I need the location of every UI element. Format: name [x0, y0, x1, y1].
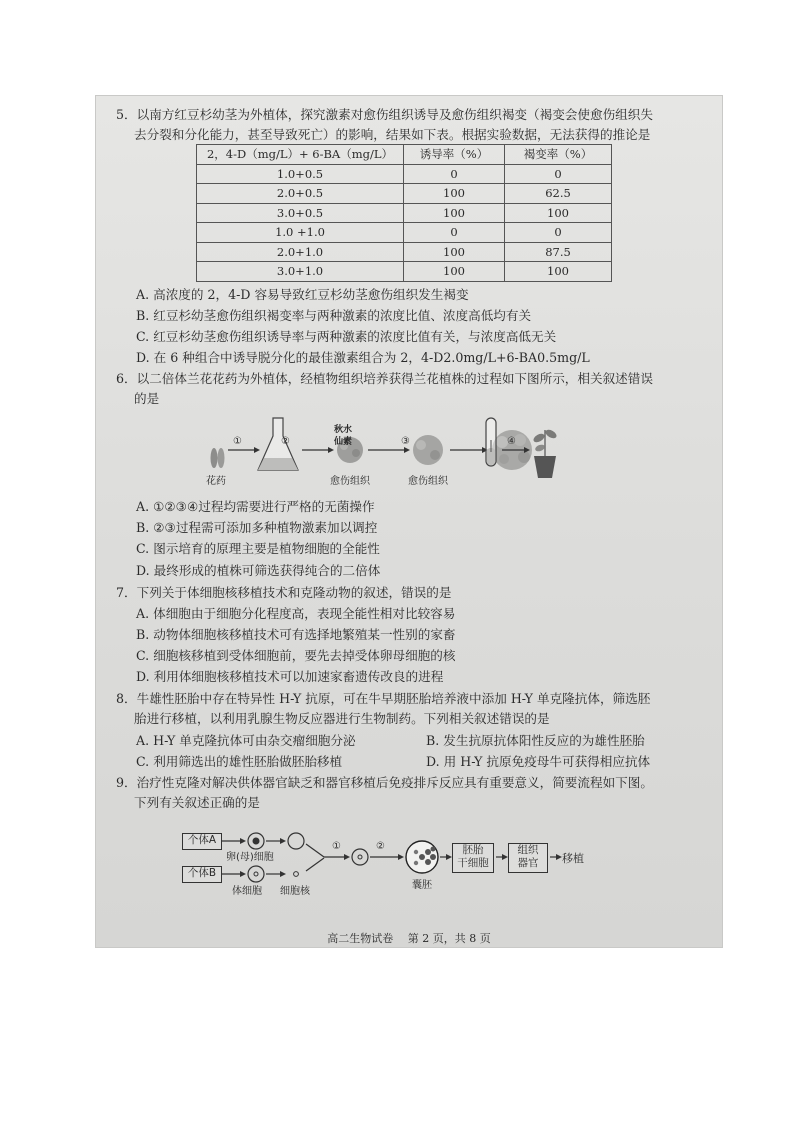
somatic-cell-label: 体细胞	[232, 886, 262, 897]
q9-stem-line2: 下列有关叙述正确的是	[134, 795, 260, 810]
q6-stem-line2: 的是	[134, 391, 160, 406]
table-cell: 2.0+0.5	[197, 184, 404, 204]
transplant-label: 移植	[562, 852, 584, 865]
page-footer: 高二生物试卷 第 2 页，共 8 页	[327, 932, 491, 945]
q8-stem-line2: 胎进行移植，以利用乳腺生物反应器进行生物制药。下列相关叙述错误的是	[134, 711, 550, 726]
potted-plant-icon	[532, 428, 558, 478]
table-cell: 1.0+0.5	[197, 164, 404, 184]
table-cell: 100	[505, 203, 612, 223]
step1-label: ①	[233, 436, 242, 447]
table-header-row	[197, 145, 612, 165]
table-cell: 87.5	[505, 242, 612, 262]
table-row	[197, 203, 612, 223]
table-row	[197, 223, 612, 243]
es-cell-label-line2: 干细胞	[457, 857, 489, 869]
table-row	[197, 184, 612, 204]
table-cell: 0	[505, 223, 612, 243]
anther-label: 花药	[206, 476, 226, 487]
table-cell: 3.0+0.5	[197, 203, 404, 223]
arrow-icon	[502, 447, 530, 453]
table-cell: 100	[505, 262, 612, 282]
callus-label: 愈伤组织	[408, 476, 448, 487]
anther-icon	[211, 448, 225, 468]
q6-option-c: C. 图示培育的原理主要是植物细胞的全能性	[136, 541, 380, 556]
tissue-organ-box	[508, 843, 548, 873]
culture-flask-icon	[258, 418, 298, 470]
q8-option-a: A. H-Y 单克隆抗体可由杂交瘤细胞分泌	[136, 733, 356, 748]
organ-label-line2: 器官	[517, 857, 539, 869]
organ-label-line1: 组织	[517, 844, 539, 856]
table-row	[197, 164, 612, 184]
test-tube-icon	[486, 418, 496, 466]
table-cell: 100	[404, 242, 505, 262]
callus-icon	[413, 435, 443, 465]
table-cell: 2.0+1.0	[197, 242, 404, 262]
q5-option-c: C. 红豆杉幼茎愈伤组织诱导率与两种激素的浓度比值有关，与浓度高低无关	[136, 329, 557, 344]
q6-option-d: D. 最终形成的植株可筛选获得纯合的二倍体	[136, 563, 381, 578]
egg-cell-label: 卵(母)细胞	[226, 852, 274, 863]
step2-label: ②	[281, 436, 290, 447]
table-cell: 1.0 +1.0	[197, 223, 404, 243]
colchicine-label-line2: 仙素	[334, 437, 353, 447]
table-cell: 100	[404, 203, 505, 223]
table-header: 诱导率（%）	[404, 145, 505, 165]
step4-label: ④	[507, 436, 516, 447]
individual-a-box: 个体A	[182, 833, 222, 850]
q6-diagram-right	[476, 412, 566, 484]
arrow-icon	[302, 447, 334, 453]
q7-option-a: A. 体细胞由于细胞分化程度高，表现全能性相对比较容易	[136, 606, 456, 621]
table-header: 2，4-D（mg/L）+ 6-BA（mg/L）	[197, 145, 404, 165]
q7-stem: 7．下列关于体细胞核移植技术和克隆动物的叙述，错误的是	[116, 585, 452, 600]
q6-option-b: B. ②③过程需可添加多种植物激素加以调控	[136, 520, 378, 535]
q5-stem-line2: 去分裂和分化能力，甚至导致死亡）的影响，结果如下表。根据实验数据，无法获得的推论是	[134, 127, 651, 142]
arrow-icon	[228, 447, 260, 453]
table-cell: 0	[404, 164, 505, 184]
table-header: 褐变率（%）	[505, 145, 612, 165]
step3-label: ③	[401, 436, 410, 447]
q6-stem-line1: 6．以二倍体兰花花药为外植体，经植物组织培养获得兰花植株的过程如下图所示，相关叙述错误	[116, 371, 653, 386]
table-cell: 0	[505, 164, 612, 184]
table-cell: 100	[404, 262, 505, 282]
reconstructed-cell-icon	[352, 849, 368, 865]
q8-option-b: B. 发生抗原抗体阳性反应的为雄性胚胎	[426, 733, 645, 748]
q5-stem-line1: 5．以南方红豆杉幼茎为外植体，探究激素对愈伤组织诱导及愈伤组织褐变（褐变会使愈伤组织失	[116, 107, 653, 122]
somatic-cell-icon	[248, 866, 264, 882]
callus-label: 愈伤组织	[330, 476, 370, 487]
table-cell: 100	[404, 184, 505, 204]
step1-label: ①	[332, 841, 341, 852]
nucleus-label: 细胞核	[280, 886, 310, 897]
embryonic-stem-cell-box	[452, 843, 494, 873]
table-cell: 0	[404, 223, 505, 243]
table-cell: 62.5	[505, 184, 612, 204]
colchicine-label-line1: 秋水	[334, 425, 353, 435]
enucleated-egg-icon	[288, 833, 304, 849]
egg-cell-icon	[248, 833, 264, 849]
individual-b-box: 个体B	[182, 866, 222, 883]
q5-option-b: B. 红豆杉幼茎愈伤组织褐变率与两种激素的浓度比值、浓度高低均有关	[136, 308, 532, 323]
exam-page	[96, 96, 722, 947]
q5-option-a: A. 高浓度的 2，4-D 容易导致红豆杉幼茎愈伤组织发生褐变	[136, 287, 469, 302]
q7-option-b: B. 动物体细胞核移植技术可有选择地繁殖某一性别的家畜	[136, 627, 456, 642]
q7-option-c: C. 细胞核移植到受体细胞前，要先去掉受体卵母细胞的核	[136, 648, 456, 663]
blastocyst-label: 囊胚	[412, 880, 432, 891]
q8-stem-line1: 8．牛雄性胚胎中存在特异性 H-Y 抗原，可在牛早期胚胎培养液中添加 H-Y 单克隆抗体，筛选胚	[116, 691, 651, 706]
table-cell: 3.0+1.0	[197, 262, 404, 282]
table-row	[197, 242, 612, 262]
nucleus-icon	[294, 872, 299, 877]
q5-data-table	[196, 144, 612, 282]
q6-option-a: A. ①②③④过程均需要进行严格的无菌操作	[136, 499, 375, 514]
q8-option-d: D. 用 H-Y 抗原免疫母牛可获得相应抗体	[426, 754, 651, 769]
blastocyst-icon	[406, 841, 438, 873]
q8-option-c: C. 利用筛选出的雄性胚胎做胚胎移植	[136, 754, 343, 769]
table-row	[197, 262, 612, 282]
es-cell-label-line1: 胚胎	[462, 844, 484, 856]
q7-option-d: D. 利用体细胞核移植技术可以加速家畜遗传改良的进程	[136, 669, 444, 684]
q9-stem-line1: 9．治疗性克隆对解决供体器官缺乏和器官移植后免疫排斥反应具有重要意义，简要流程如下图。	[116, 775, 653, 790]
arrow-icon	[368, 447, 410, 453]
q5-option-d: D. 在 6 种组合中诱导脱分化的最佳激素组合为 2，4-D2.0mg/L+6-BA0.5mg/L	[136, 350, 590, 365]
step2-label: ②	[376, 841, 385, 852]
